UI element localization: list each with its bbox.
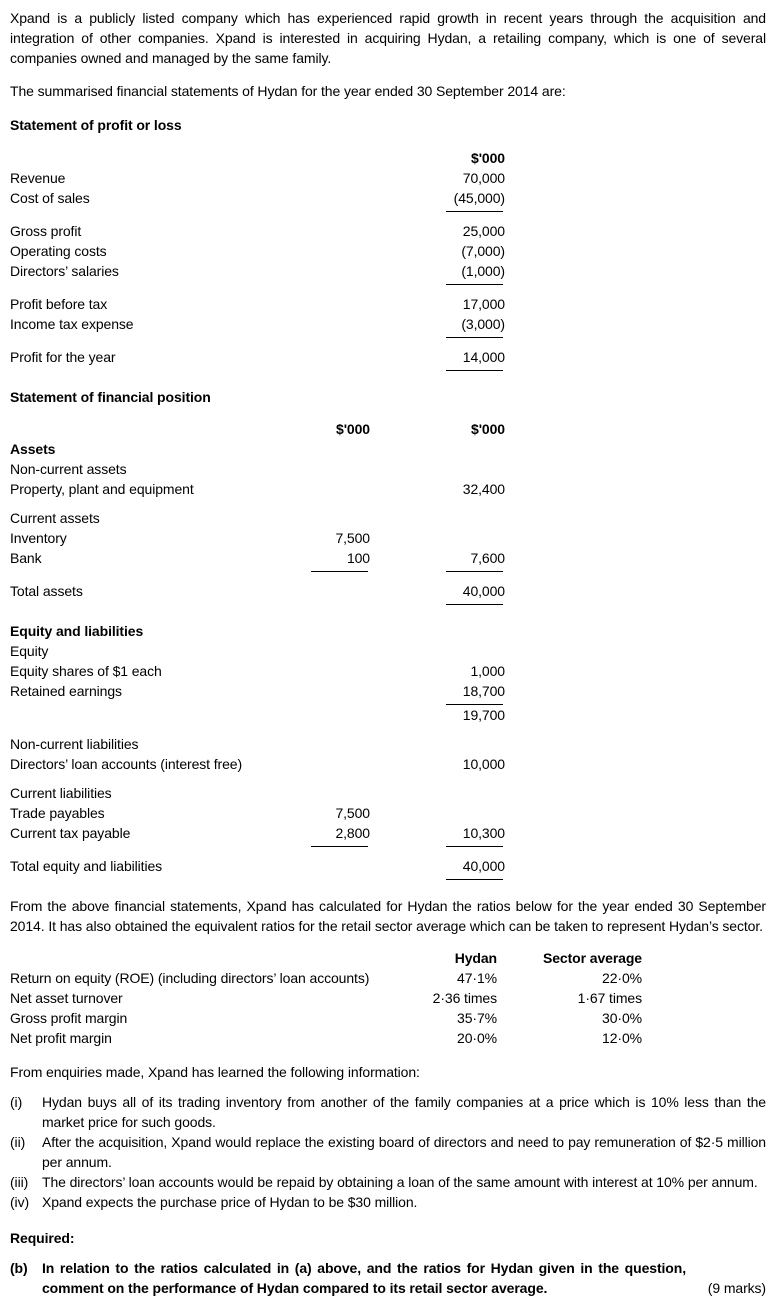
item-text: The directors’ loan accounts would be repaid by obtaining a loan of the same amount with interest at 10% per annum. <box>42 1174 758 1190</box>
row-label: Operating costs <box>10 243 107 259</box>
table-row <box>10 581 766 605</box>
table-row <box>10 734 766 754</box>
table-row <box>10 661 766 681</box>
row-value: 40,000 <box>370 856 505 880</box>
ratios-table <box>10 948 766 1048</box>
row-label: Cost of sales <box>10 190 90 206</box>
ratio-hydan-value: 2·36 times <box>432 990 497 1006</box>
row-label: Profit before tax <box>10 296 108 312</box>
row-value: 32,400 <box>462 481 505 497</box>
table-row <box>10 783 766 803</box>
row-value: (45,000) <box>370 188 505 212</box>
ratio-sector-value: 1·67 times <box>577 990 642 1006</box>
enquiries-intro: From enquiries made, Xpand has learned the following information: <box>10 1064 420 1080</box>
row-value: 17,000 <box>462 296 505 312</box>
list-item <box>10 1192 766 1212</box>
row-value: 7,500 <box>335 805 370 821</box>
intro-paragraph-1: Xpand is a publicly listed company which has experienced rapid growth in recent years through the acquisition and integration of other companies. Xpand is interested in acquiring Hydan, a retailing company, which is one of several companies owned and managed by the same family. <box>10 10 766 66</box>
row-label: Gross profit <box>10 223 82 239</box>
row-value: 18,700 <box>370 681 505 705</box>
row-label: Directors’ salaries <box>10 263 119 279</box>
item-text: Xpand expects the purchase price of Hydan to be $30 million. <box>42 1194 418 1210</box>
list-item <box>10 1172 766 1192</box>
table-header-row <box>10 148 766 168</box>
row-label: Total equity and liabilities <box>10 858 163 874</box>
row-value: 10,000 <box>462 756 505 772</box>
row-value: (3,000) <box>370 314 505 338</box>
table-row <box>10 261 766 285</box>
financial-position-title: Statement of financial position <box>10 389 211 405</box>
table-row <box>10 856 766 880</box>
row-value: 7,500 <box>335 530 370 546</box>
item-number: (ii) <box>10 1134 26 1150</box>
ratios-intro-paragraph: From the above financial statements, Xpand has calculated for Hydan the ratios below for the year ended 30 September 2014. It has also obtained the equivalent ratios for the retail sector average which can be taken to represent Hydan’s sector. <box>10 898 766 934</box>
item-number: (iii) <box>10 1174 29 1190</box>
row-label: Retained earnings <box>10 683 122 699</box>
row-label: Revenue <box>10 170 66 186</box>
section-heading: Equity and liabilities <box>10 623 144 639</box>
requirement-b <box>10 1258 766 1298</box>
ratio-sector-value: 12·0% <box>602 1030 642 1046</box>
column-header-thousands: $'000 <box>471 421 505 437</box>
table-row <box>10 168 766 188</box>
row-label: Profit for the year <box>10 349 116 365</box>
row-label: Current assets <box>10 510 100 526</box>
table-row <box>10 508 766 528</box>
table-row <box>10 347 766 371</box>
row-label: Bank <box>10 550 42 566</box>
ratio-label: Net profit margin <box>10 1030 112 1046</box>
row-value: 10,300 <box>370 823 505 847</box>
column-header-sector-average: Sector average <box>543 950 642 966</box>
column-header-thousands: $'000 <box>336 421 370 437</box>
row-label: Non-current assets <box>10 461 127 477</box>
table-row <box>10 803 766 823</box>
row-label: Non-current liabilities <box>10 736 139 752</box>
row-label: Property, plant and equipment <box>10 481 194 497</box>
table-row <box>10 1028 766 1048</box>
ratio-label: Net asset turnover <box>10 990 123 1006</box>
ratio-hydan-value: 35·7% <box>457 1010 497 1026</box>
table-row <box>10 754 766 774</box>
intro-paragraph-2: The summarised financial statements of Hydan for the year ended 30 September 2014 are: <box>10 83 566 99</box>
row-label: Directors’ loan accounts (interest free) <box>10 756 243 772</box>
row-label: Equity <box>10 643 49 659</box>
table-row <box>10 188 766 212</box>
row-value: 70,000 <box>462 170 505 186</box>
row-label: Current tax payable <box>10 825 131 841</box>
table-row <box>10 968 766 988</box>
ratio-label: Return on equity (ROE) (including directors’ loan accounts) <box>10 970 370 986</box>
table-row <box>10 705 766 725</box>
list-item <box>10 1132 766 1172</box>
row-label: Equity shares of $1 each <box>10 663 162 679</box>
row-label: Current liabilities <box>10 785 112 801</box>
row-label: Income tax expense <box>10 316 134 332</box>
table-row <box>10 548 766 572</box>
table-row <box>10 988 766 1008</box>
column-header-hydan: Hydan <box>454 950 497 966</box>
row-label: Inventory <box>10 530 67 546</box>
row-value: (1,000) <box>370 261 505 285</box>
table-row <box>10 439 766 459</box>
row-value: 19,700 <box>462 707 505 723</box>
table-row <box>10 241 766 261</box>
ratio-label: Gross profit margin <box>10 1010 128 1026</box>
row-value: 7,600 <box>370 548 505 572</box>
table-row <box>10 621 766 641</box>
profit-or-loss-title: Statement of profit or loss <box>10 117 182 133</box>
item-number: (i) <box>10 1094 23 1110</box>
item-text: After the acquisition, Xpand would replace the existing board of directors and need to pay remuneration of $2·5 million per annum. <box>42 1134 766 1170</box>
row-label: Trade payables <box>10 805 105 821</box>
marks-label: (9 marks) <box>707 1280 766 1296</box>
table-row <box>10 221 766 241</box>
table-row <box>10 823 766 847</box>
item-number: (b) <box>10 1260 28 1276</box>
table-header-row <box>10 948 766 968</box>
row-value: 14,000 <box>370 347 505 371</box>
item-text: Hydan buys all of its trading inventory from another of the family companies at a price which is 10% less than the market price for such goods. <box>42 1094 766 1130</box>
row-value: 100 <box>280 548 370 572</box>
requirement-text: In relation to the ratios calculated in (a) above, and the ratios for Hydan given in the question, comment on the performance of Hydan compared to its retail sector average. <box>42 1260 686 1296</box>
row-value: (7,000) <box>461 243 505 259</box>
financial-position-table <box>10 419 766 880</box>
table-row <box>10 459 766 479</box>
table-header-row <box>10 419 766 439</box>
list-item <box>10 1092 766 1132</box>
ratio-hydan-value: 20·0% <box>457 1030 497 1046</box>
ratio-hydan-value: 47·1% <box>457 970 497 986</box>
item-number: (iv) <box>10 1194 30 1210</box>
row-value: 40,000 <box>370 581 505 605</box>
required-heading: Required: <box>10 1230 75 1246</box>
ratio-sector-value: 30·0% <box>602 1010 642 1026</box>
table-row <box>10 294 766 314</box>
section-heading: Assets <box>10 441 56 457</box>
row-value: 2,800 <box>280 823 370 847</box>
profit-or-loss-table <box>10 148 766 371</box>
table-row <box>10 641 766 661</box>
enquiries-list <box>10 1092 766 1212</box>
table-row <box>10 479 766 499</box>
table-row <box>10 528 766 548</box>
ratio-sector-value: 22·0% <box>602 970 642 986</box>
table-row <box>10 681 766 705</box>
row-value: 25,000 <box>462 223 505 239</box>
table-row <box>10 1008 766 1028</box>
table-row <box>10 314 766 338</box>
row-value: 1,000 <box>470 663 505 679</box>
row-label: Total assets <box>10 583 83 599</box>
column-header-thousands: $'000 <box>471 150 505 166</box>
